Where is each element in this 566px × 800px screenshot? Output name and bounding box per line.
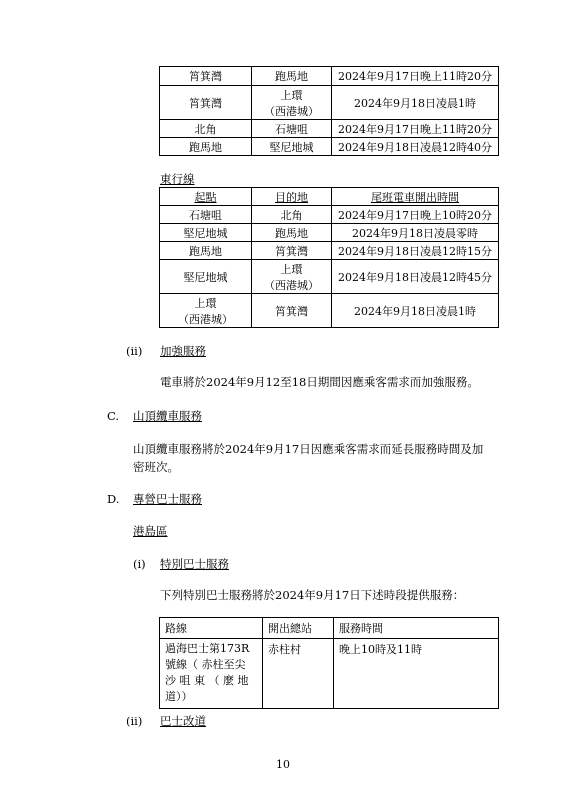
terminus-cell: 赤柱村 [263,639,334,709]
section-ii-body: 電車將於2024年9月12至18日期間因應乘客需求而加強服務。 [160,375,479,389]
route-line: 沙 咀 東 （ 麼 地 [165,674,249,687]
last-tram-time-cell: 2024年9月18日凌晨1時 [332,294,499,328]
table-row [160,294,499,328]
origin-cell: 堅尼地城 [160,260,252,294]
route-line: 過海巴士第173R [165,642,250,655]
destination-name: 上環 [280,88,303,102]
item-i-body: 下列特別巴士服務將於2024年9月17日下述時段提供服務： [160,588,465,602]
destination-cell [252,260,332,294]
header-terminus: 開出總站 [263,618,334,639]
destination-cell: 筲箕灣 [252,242,332,260]
destination-cell: 跑馬地 [252,67,332,86]
header-origin: 起點 [160,188,252,206]
destination-cell [252,86,332,120]
origin-cell: 石塘咀 [160,206,252,224]
section-d-marker: D. [107,492,120,506]
last-tram-time-cell: 2024年9月17日晚上10時20分 [332,206,499,224]
origin-cell [160,294,252,328]
origin-cell: 堅尼地城 [160,224,252,242]
item-i-title: 特別巴士服務 [160,557,229,571]
origin-name: 上環 [194,296,217,310]
destination-cell: 北角 [252,206,332,224]
destination-name: 上環 [280,262,303,276]
table-row [160,138,499,156]
origin-cell: 跑馬地 [160,242,252,260]
hong-kong-island-subheading: 港島區 [133,524,168,538]
section-ii-marker: (ii) [126,344,143,358]
table-row [160,242,499,260]
section-c-body-line2: 密班次。 [133,460,179,474]
route-line: 號線（ 赤柱至尖 [165,658,246,671]
origin-cell: 筲箕灣 [160,86,252,120]
section-c-body-line1: 山頂纜車服務將於2024年9月17日因應乘客需求而延長服務時間及加 [133,442,484,456]
destination-cell: 石塘咀 [252,120,332,138]
page-number: 10 [276,758,290,771]
last-tram-time-cell: 2024年9月18日凌晨1時 [332,86,499,120]
last-tram-time-cell: 2024年9月18日凌晨12時15分 [332,242,499,260]
item-ii-title: 巴士改道 [160,714,206,728]
last-tram-time-cell: 2024年9月18日凌晨12時45分 [332,260,499,294]
table-row [160,86,499,120]
table-row [160,260,499,294]
item-ii-marker: (ii) [126,714,143,728]
destination-cell: 跑馬地 [252,224,332,242]
last-tram-time-cell: 2024年9月18日凌晨12時40分 [332,138,499,156]
table-header-row [160,618,499,639]
section-ii-title: 加強服務 [160,344,206,358]
last-tram-time-cell: 2024年9月17日晚上11時20分 [332,67,499,86]
origin-cell: 跑馬地 [160,138,252,156]
header-last-tram-time: 尾班電車開出時間 [332,188,499,206]
table-row [160,120,499,138]
destination-subname: （西港城） [264,104,319,118]
header-service-time: 服務時間 [334,618,499,639]
table-header-row [160,188,499,206]
item-i-marker: (i) [133,557,146,571]
table-row [160,639,499,709]
last-tram-time-cell: 2024年9月17日晚上11時20分 [332,120,499,138]
westbound-tram-table [159,66,499,156]
table-row [160,206,499,224]
service-time-cell: 晚上10時及11時 [334,639,499,709]
destination-subname: （西港城） [264,278,319,292]
destination-cell: 堅尼地城 [252,138,332,156]
eastbound-heading: 東行線 [160,172,195,186]
section-c-title: 山頂纜車服務 [133,409,202,423]
special-bus-service-table [159,617,499,709]
origin-subname: （西港城） [178,312,233,326]
destination-cell: 筲箕灣 [252,294,332,328]
table-row [160,67,499,86]
section-c-marker: C. [107,409,120,423]
origin-cell: 北角 [160,120,252,138]
route-line: 道）） [165,690,193,703]
table-row [160,224,499,242]
last-tram-time-cell: 2024年9月18日凌晨零時 [332,224,499,242]
origin-cell: 筲箕灣 [160,67,252,86]
section-d-title: 專營巴士服務 [133,492,202,506]
eastbound-tram-table [159,187,499,328]
header-route: 路線 [160,618,263,639]
header-destination: 目的地 [252,188,332,206]
route-cell [160,639,263,709]
